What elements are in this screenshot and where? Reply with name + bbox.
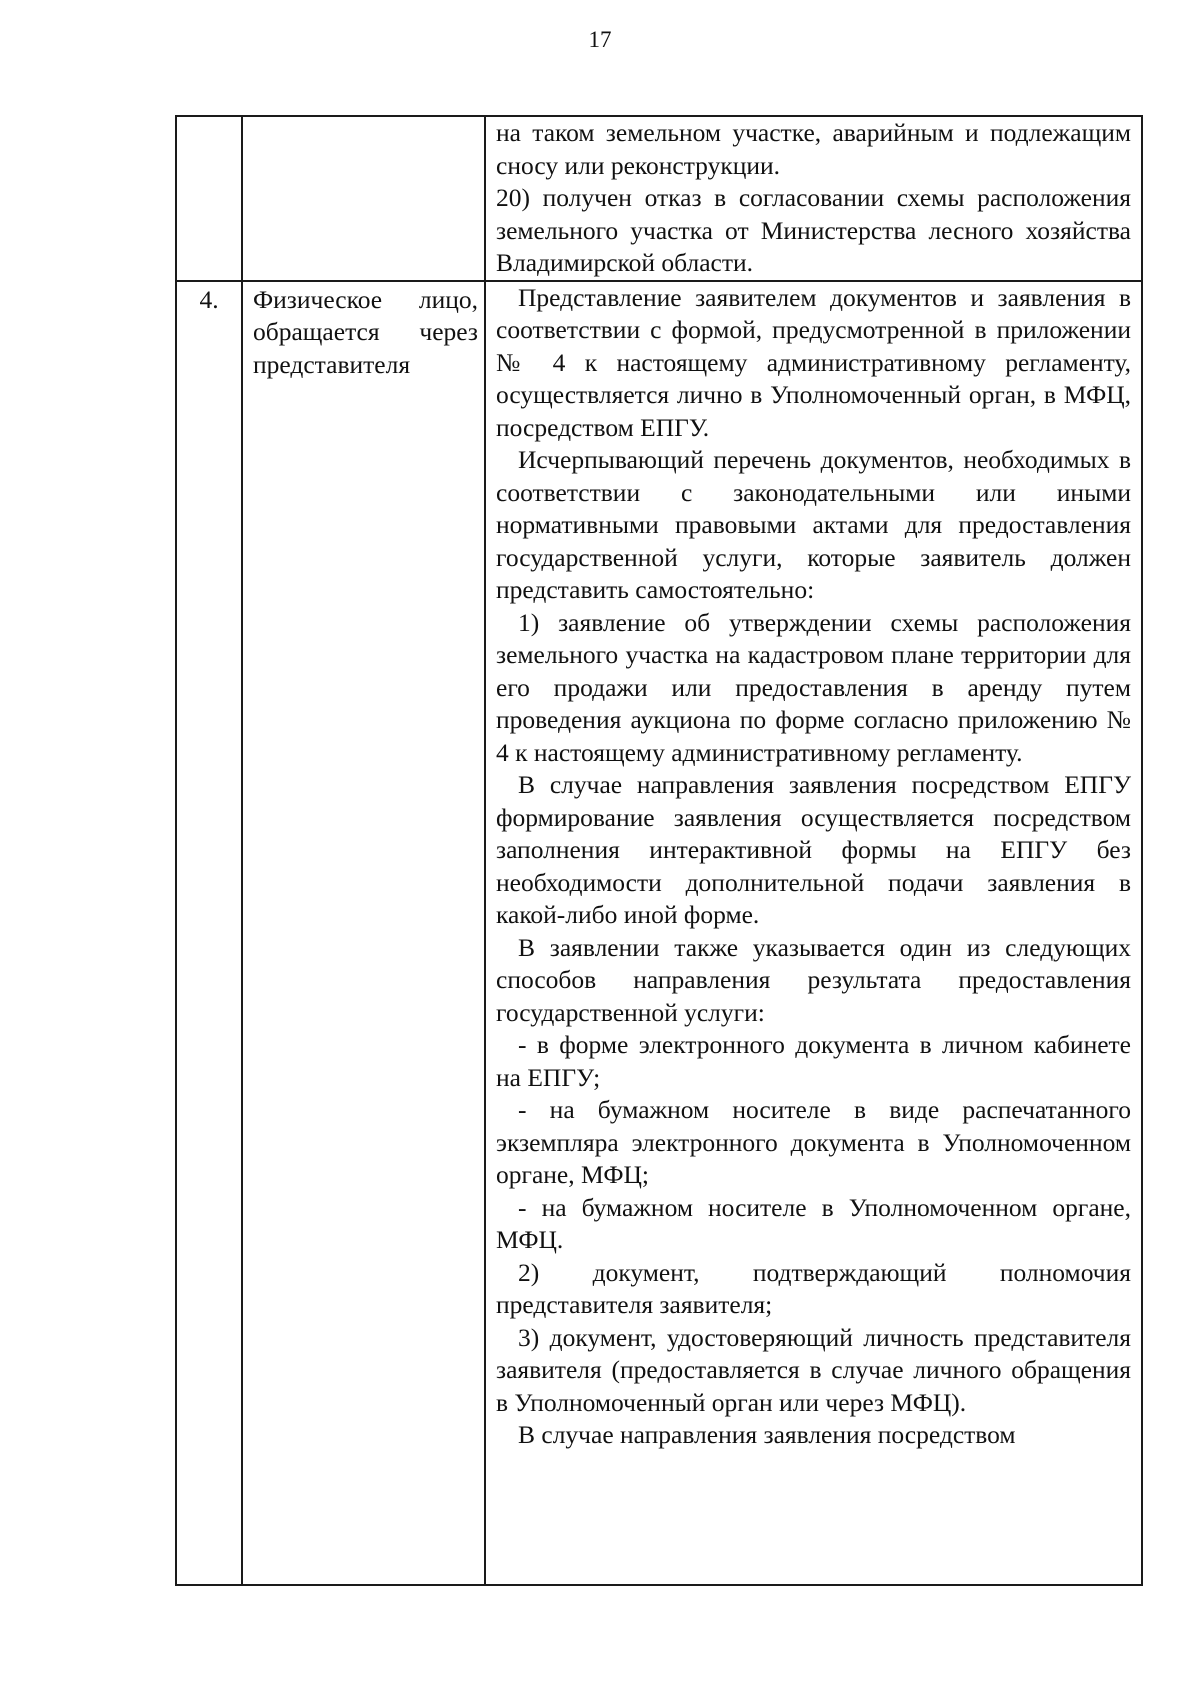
paragraph: Представление заявителем документов и заявления в соответствии с формой, предусмотренной в приложении № 4 к настоящему административному регламенту, осуществляется лично в Уполномоченный орган, в МФЦ, посредством ЕПГУ. [496,282,1131,442]
applicant-category-cell [242,281,485,1585]
services-table [175,115,1143,1586]
paragraph: Исчерпывающий перечень документов, необходимых в соответствии с законодательными или иными нормативными правовыми актами для предоставления государственной услуги, которые заявитель должен представить самостоятельно: [496,445,1131,604]
page-number: 17 [588,27,612,52]
paragraph: 20) получен отказ в согласовании схемы расположения земельного участка от Министерства лесного хозяйства Владимирской области. [496,183,1131,277]
list-item: - в форме электронного документа в личном кабинете на ЕПГУ; [496,1030,1131,1092]
table-row-4 [176,281,1142,1585]
paragraph: В заявлении также указывается один из следующих способов направления результата предоставления государственной услуги: [496,932,1131,1027]
table-row-continuation [176,116,1142,281]
paragraph: на таком земельном участке, аварийным и подлежащим сносу или реконструкции. [496,118,1131,180]
paragraph: В случае направления заявления посредством [518,1420,1016,1449]
paragraph: В случае направления заявления посредством ЕПГУ формирование заявления осуществляется посредством заполнения интерактивной формы на ЕПГУ без необходимости дополнительной подачи заявления в какой-либо иной форме. [496,770,1131,929]
documents-cell [485,281,1142,1585]
applicant-category-text: Физическое лицо, обращается через представителя [253,284,478,379]
applicant-category-cell [242,116,485,281]
row-number-cell: 4. [176,281,242,1585]
paragraph: 2) документ, подтверждающий полномочия представителя заявителя; [496,1257,1131,1319]
row-number-cell [176,116,242,281]
list-item: - на бумажном носителе в виде распечатанного экземпляра электронного документа в Уполномоченном органе, МФЦ; [496,1095,1131,1189]
paragraph: 3) документ, удостоверяющий личность представителя заявителя (предоставляется в случае личного обращения в Уполномоченный орган или через МФЦ). [496,1322,1131,1417]
paragraph: 1) заявление об утверждении схемы расположения земельного участка на кадастровом плане территории для его продажи или предоставления в аренду путем проведения аукциона по форме согласно приложению № 4 к настоящему административному регламенту. [496,607,1131,767]
documents-cell [485,116,1142,281]
list-item: - на бумажном носителе в Уполномоченном органе, МФЦ. [496,1192,1131,1254]
